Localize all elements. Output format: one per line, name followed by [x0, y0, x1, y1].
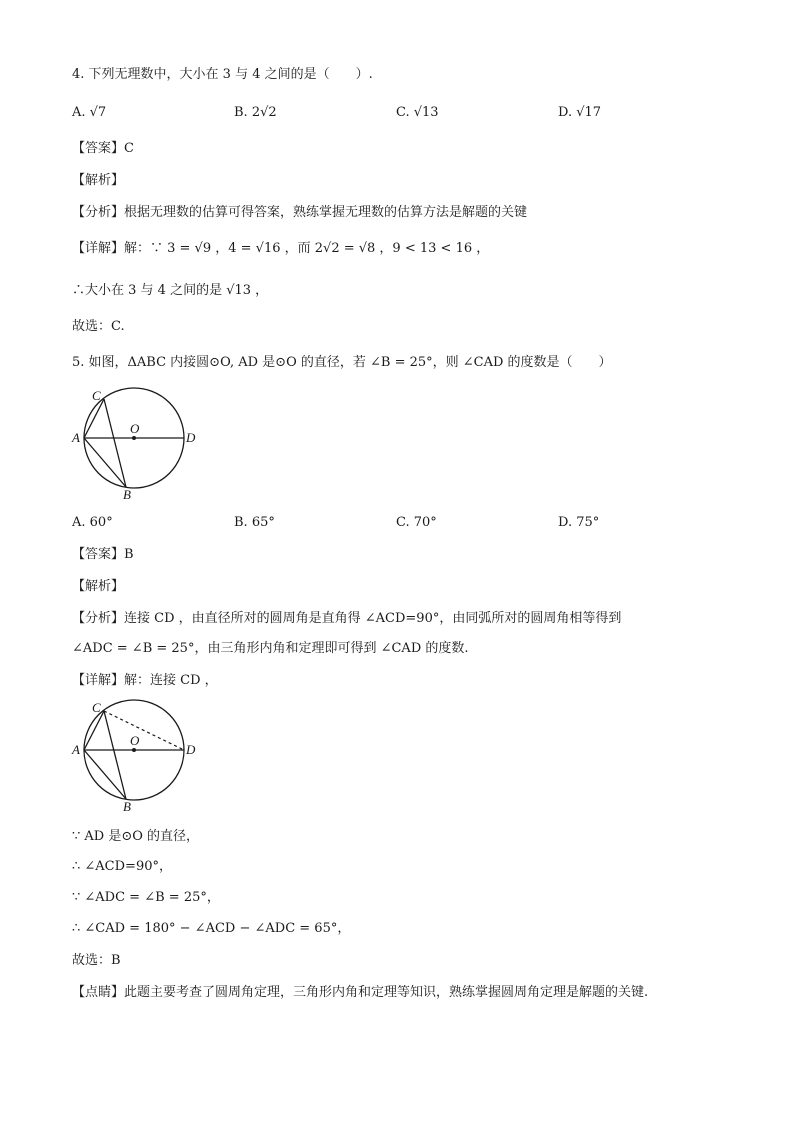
q4-option-a: A. √7	[72, 105, 107, 120]
q4-stem: 4. 下列无理数中，大小在 3 与 4 之间的是（ ）.	[72, 67, 373, 82]
q5-comment: 【点睛】此题主要考查了圆周角定理，三角形内角和定理等知识，熟练掌握圆周角定理是解题的关键.	[72, 985, 649, 1000]
q5-step-2: ∴ ∠ACD=90°，	[72, 859, 172, 874]
label-c: C	[92, 388, 101, 403]
q4-option-d: D. √17	[558, 105, 602, 120]
q5-answer: 【答案】B	[72, 547, 134, 562]
q5-choice: 故选：B	[72, 953, 121, 968]
q4-option-b: B. 2√2	[234, 105, 277, 120]
q5-option-c: C. 70°	[396, 515, 437, 530]
center-point	[132, 748, 136, 752]
q5-step-1: ∵ AD 是⊙O 的直径，	[72, 829, 200, 844]
label-c: C	[92, 700, 101, 715]
label-a: A	[72, 430, 80, 445]
q4-option-c: C. √13	[396, 105, 439, 120]
chord-ac	[84, 399, 104, 438]
label-o: O	[130, 421, 140, 436]
circle-figure-2	[70, 698, 200, 818]
q4-choice: 故选：C.	[72, 319, 125, 334]
q4-answer: 【答案】C	[72, 141, 134, 156]
label-a: A	[72, 742, 80, 757]
q5-step-3: ∵ ∠ADC = ∠B = 25°，	[72, 890, 220, 905]
q4-jiexi-heading: 【解析】	[72, 173, 125, 188]
label-o: O	[130, 733, 140, 748]
q5-option-a: A. 60°	[72, 515, 113, 530]
q5-analysis-line1: 【分析】连接 CD ，由直径所对的圆周角是直角得 ∠ACD=90°，由同弧所对的圆周角相等得到	[72, 611, 622, 626]
q4-detail: 【详解】解：∵ 3 = √9 ，4 = √16 ，而 2√2 = √8 ，9 < 13 < 16 ，	[72, 241, 490, 256]
q5-option-b: B. 65°	[234, 515, 275, 530]
q4-conclusion: ∴大小在 3 与 4 之间的是 √13 ，	[72, 283, 269, 298]
label-b: B	[123, 799, 131, 814]
q5-stem: 5. 如图，ΔABC 内接圆⊙O, AD 是⊙O 的直径，若 ∠B = 25°，则 ∠CAD 的度数是（ ）	[72, 355, 612, 370]
q5-jiexi-heading: 【解析】	[72, 579, 125, 594]
chord-ac	[84, 711, 104, 750]
label-d: D	[186, 430, 196, 445]
q5-analysis-line2: ∠ADC = ∠B = 25°，由三角形内角和定理即可得到 ∠CAD 的度数.	[72, 641, 469, 656]
center-point	[132, 436, 136, 440]
circle-figure-1	[70, 384, 200, 504]
q5-option-d: D. 75°	[558, 515, 600, 530]
label-d: D	[186, 742, 196, 757]
label-b: B	[123, 487, 131, 502]
q5-step-4: ∴ ∠CAD = 180° − ∠ACD − ∠ADC = 65°，	[72, 921, 351, 936]
q5-detail: 【详解】解：连接 CD ，	[72, 673, 218, 688]
q4-analysis: 【分析】根据无理数的估算可得答案，熟练掌握无理数的估算方法是解题的关键	[72, 205, 528, 220]
